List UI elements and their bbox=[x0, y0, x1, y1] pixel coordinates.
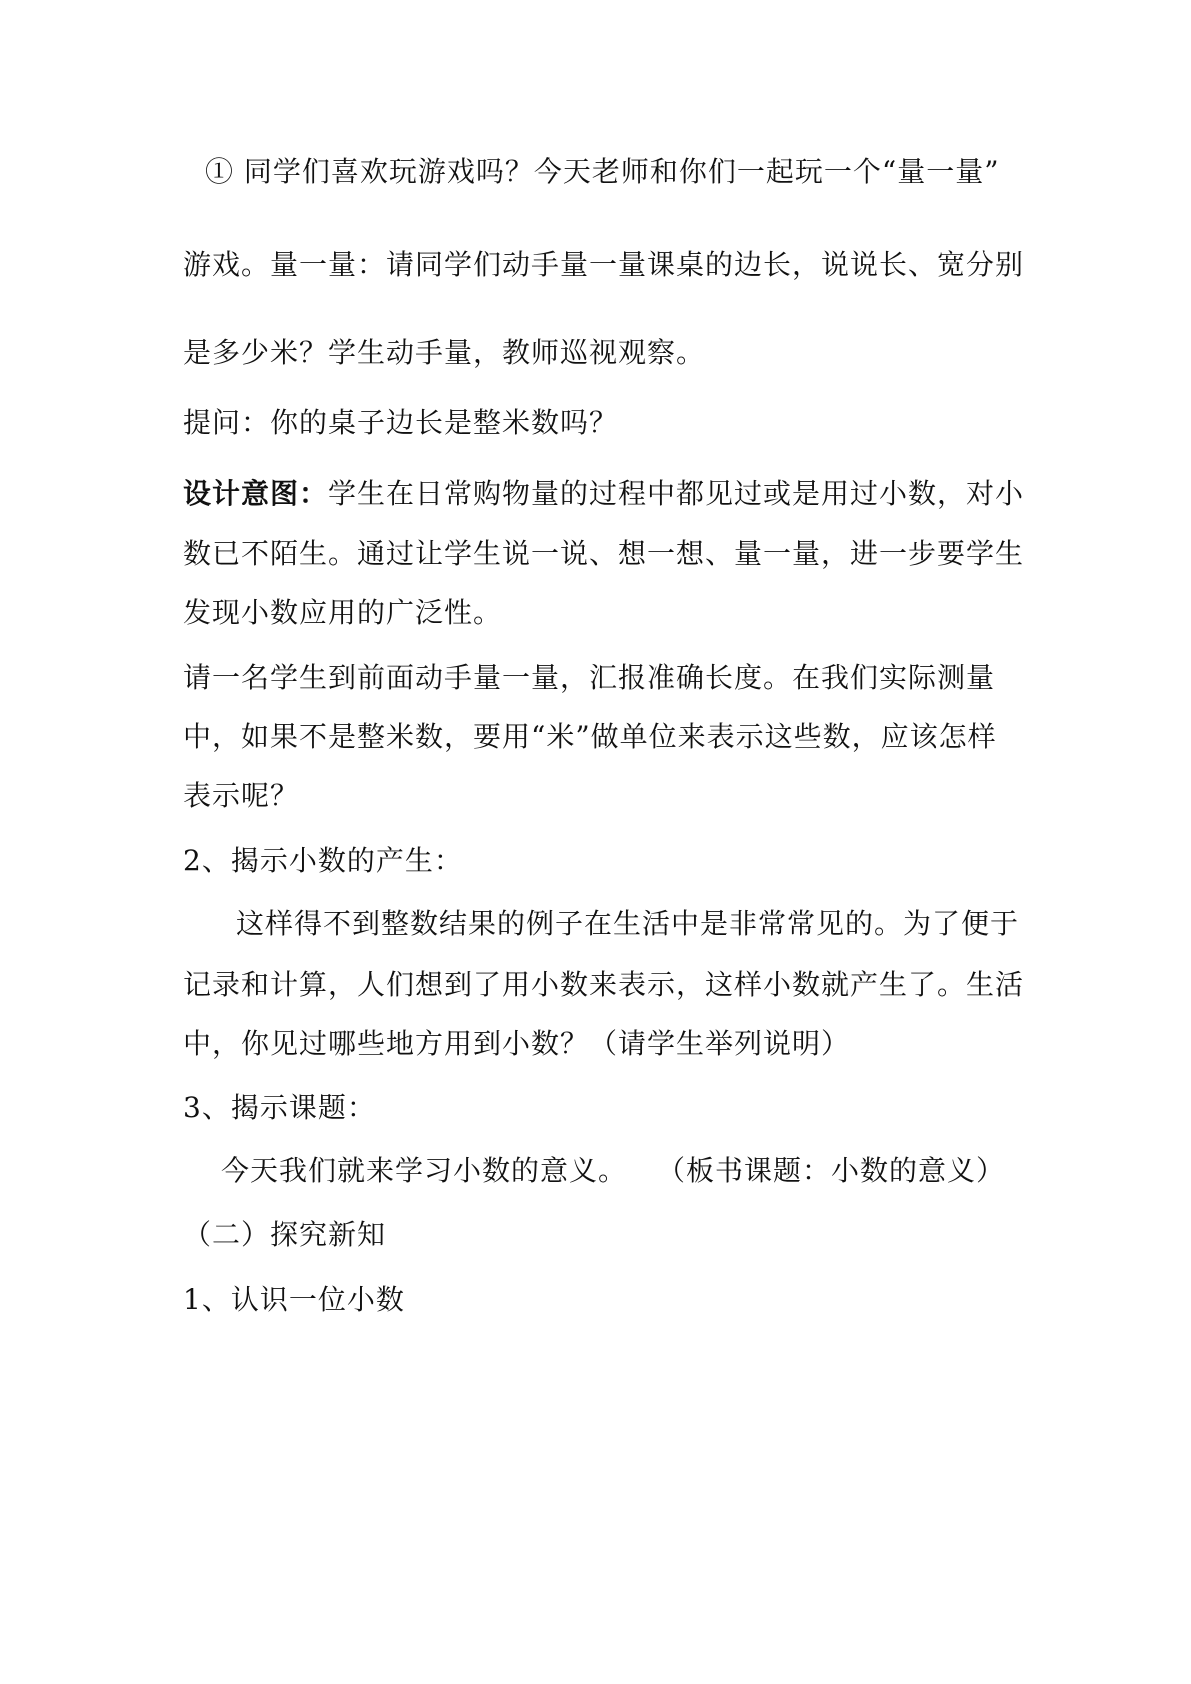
topic-line: 今天我们就来学习小数的意义。 （板书课题：小数的意义） bbox=[221, 1154, 1006, 1187]
heading-one-decimal: 1、认识一位小数 bbox=[183, 1283, 405, 1316]
para1-line2: 游戏。量一量：请同学们动手量一量课桌的边长，说说长、宽分别 bbox=[183, 248, 1025, 281]
design-intent-line3: 发现小数应用的广泛性。 bbox=[183, 596, 503, 629]
heading-reveal-decimals: 2、揭示小数的产生： bbox=[183, 844, 463, 877]
para2-line2: 中，如果不是整米数，要用“米”做单位来表示这些数，应该怎样 bbox=[183, 720, 997, 753]
para3-line2: 记录和计算，人们想到了用小数来表示，这样小数就产生了。生活 bbox=[183, 968, 1025, 1001]
design-intent-line2: 数已不陌生。通过让学生说一说、想一想、量一量，进一步要学生 bbox=[183, 537, 1025, 570]
design-intent-text1: 学生在日常购物量的过程中都见过或是用过小数，对小 bbox=[328, 477, 1025, 510]
question-line: 提问：你的桌子边长是整米数吗？ bbox=[183, 406, 619, 439]
section-explore: （二）探究新知 bbox=[183, 1218, 387, 1251]
para2-line1: 请一名学生到前面动手量一量，汇报准确长度。在我们实际测量 bbox=[183, 661, 996, 694]
para1-line3: 是多少米？学生动手量，教师巡视观察。 bbox=[183, 336, 706, 369]
para3-line1: 这样得不到整数结果的例子在生活中是非常常见的。为了便于 bbox=[236, 907, 1020, 940]
para1-line1: ① 同学们喜欢玩游戏吗？今天老师和你们一起玩一个“量一量” bbox=[205, 155, 1000, 188]
design-intent-label: 设计意图： bbox=[183, 477, 329, 510]
design-intent-line1 bbox=[183, 474, 1024, 514]
para3-line3: 中，你见过哪些地方用到小数？（请学生举列说明） bbox=[183, 1027, 851, 1060]
heading-reveal-topic: 3、揭示课题： bbox=[183, 1091, 376, 1124]
para2-line3: 表示呢？ bbox=[183, 779, 300, 812]
